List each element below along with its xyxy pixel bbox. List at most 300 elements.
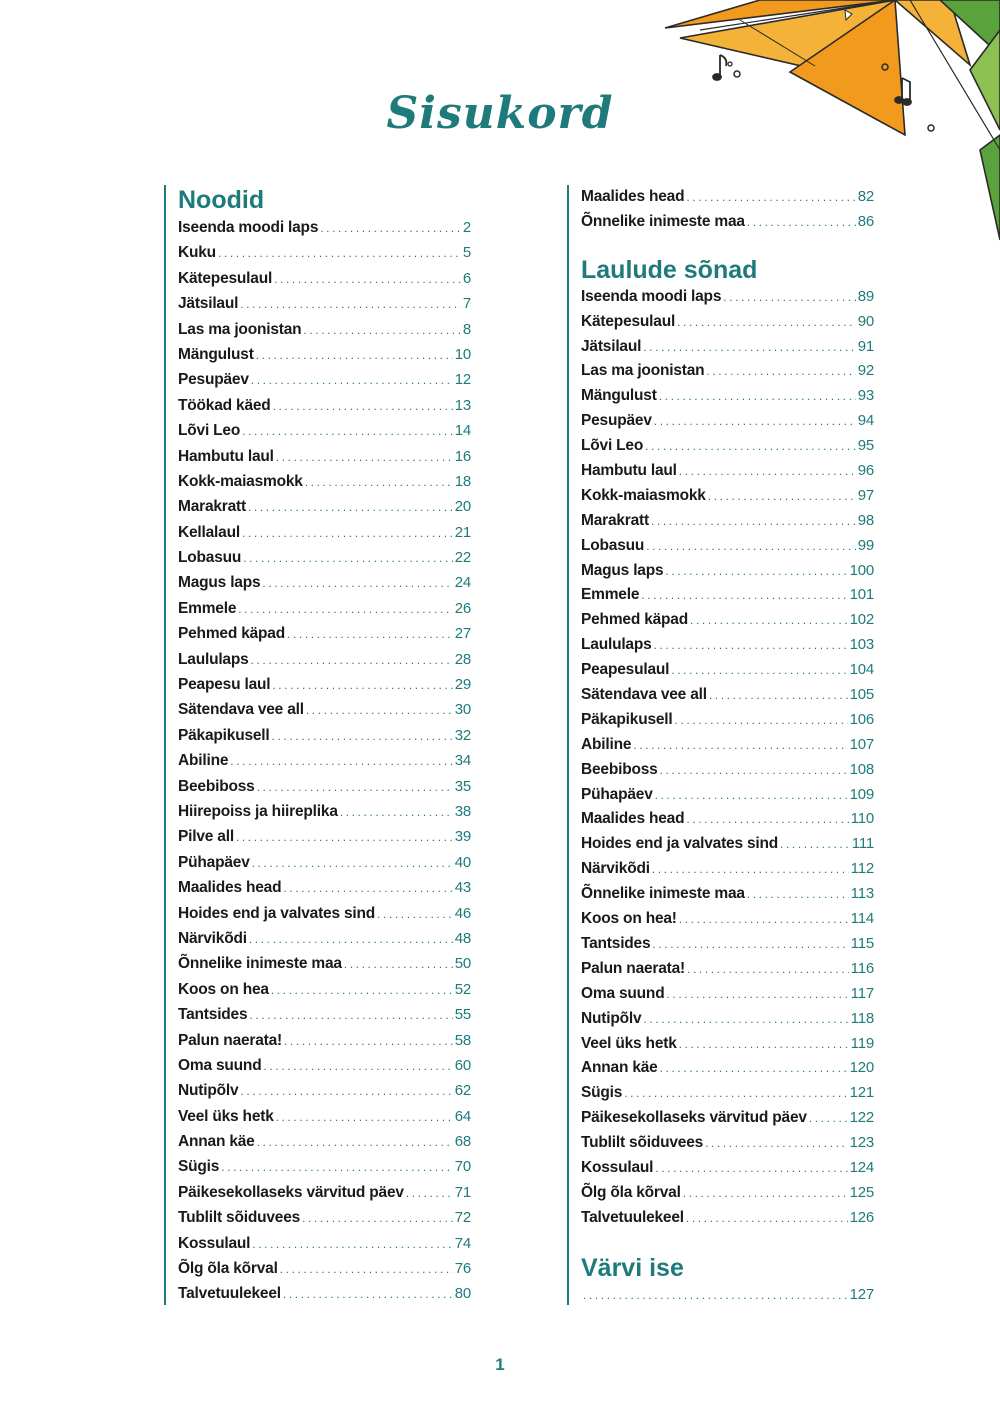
toc-dot-leader bbox=[272, 673, 452, 698]
toc-entry-title: Nutipõlv bbox=[178, 1082, 239, 1100]
toc-entry[interactable] bbox=[581, 832, 874, 857]
toc-entry[interactable] bbox=[178, 342, 471, 367]
toc-entry[interactable] bbox=[178, 875, 471, 900]
toc-dot-leader bbox=[679, 459, 856, 484]
toc-entry[interactable] bbox=[178, 545, 471, 570]
toc-dot-leader bbox=[705, 1131, 848, 1156]
toc-entry-page-number: 105 bbox=[849, 686, 874, 704]
toc-dot-leader bbox=[747, 210, 856, 235]
toc-dot-leader bbox=[249, 927, 453, 952]
toc-entry[interactable] bbox=[178, 1154, 471, 1179]
toc-dot-leader bbox=[240, 292, 461, 317]
toc-entry-title: Marakratt bbox=[178, 498, 246, 516]
toc-entry-page-number: 34 bbox=[454, 752, 471, 770]
toc-entry-page-number: 122 bbox=[849, 1109, 874, 1127]
toc-list-noodid-continued bbox=[581, 185, 874, 235]
toc-entry[interactable] bbox=[581, 932, 874, 957]
toc-entry-title: Tantsides bbox=[581, 934, 651, 952]
toc-entry[interactable] bbox=[178, 697, 471, 722]
toc-dot-leader bbox=[686, 185, 855, 210]
toc-dot-leader bbox=[709, 683, 848, 708]
toc-entry[interactable] bbox=[581, 982, 874, 1007]
toc-entry-title: Õnnelike inimeste maa bbox=[581, 885, 745, 903]
toc-dot-leader bbox=[230, 749, 452, 774]
toc-entry[interactable] bbox=[178, 647, 471, 672]
toc-entry[interactable] bbox=[581, 534, 874, 559]
toc-entry[interactable] bbox=[581, 658, 874, 683]
toc-entry-page-number: 72 bbox=[454, 1209, 471, 1227]
toc-entry-page-number: 28 bbox=[454, 650, 471, 668]
toc-entry-title: Veel üks hetk bbox=[581, 1034, 677, 1052]
toc-entry[interactable] bbox=[581, 758, 874, 783]
toc-dot-leader bbox=[690, 608, 848, 633]
toc-entry-title: Annan käe bbox=[178, 1133, 255, 1151]
toc-entry[interactable] bbox=[178, 1053, 471, 1078]
toc-entry-title: Maalides head bbox=[581, 188, 685, 205]
toc-entry-title: Mängulust bbox=[178, 345, 254, 363]
toc-entry[interactable] bbox=[581, 1131, 874, 1156]
toc-entry-title: Abiline bbox=[581, 735, 632, 753]
toc-entry[interactable] bbox=[178, 1002, 471, 1027]
toc-entry[interactable] bbox=[178, 469, 471, 494]
toc-dot-leader bbox=[280, 1257, 453, 1282]
toc-entry-title: Pühapäev bbox=[178, 853, 250, 871]
toc-entry-page-number: 22 bbox=[454, 549, 471, 567]
toc-dot-leader bbox=[651, 509, 856, 534]
section-title-noodid: Noodid bbox=[178, 186, 265, 214]
toc-entry-page-number: 112 bbox=[850, 860, 874, 878]
toc-entry-title: Palun naerata! bbox=[581, 959, 686, 977]
toc-entry[interactable] bbox=[581, 1081, 874, 1106]
toc-dot-leader bbox=[671, 658, 847, 683]
toc-entry[interactable] bbox=[178, 266, 471, 291]
toc-entry-page-number: 126 bbox=[849, 1208, 874, 1226]
toc-entry-title: Magus laps bbox=[581, 561, 664, 579]
toc-entry[interactable] bbox=[178, 1256, 471, 1281]
toc-dot-leader bbox=[660, 1056, 848, 1081]
toc-entry-page-number: 16 bbox=[454, 447, 471, 465]
toc-entry-page-number: 21 bbox=[454, 523, 471, 541]
toc-dot-leader bbox=[272, 724, 453, 749]
toc-entry-page-number: 93 bbox=[857, 387, 874, 405]
toc-dot-leader bbox=[646, 534, 856, 559]
toc-entry-title: Nutipõlv bbox=[581, 1009, 642, 1027]
toc-dot-leader bbox=[677, 310, 856, 335]
toc-entry[interactable] bbox=[581, 459, 874, 484]
toc-entry[interactable] bbox=[178, 977, 471, 1002]
toc-entry[interactable] bbox=[178, 901, 471, 926]
toc-entry-title: Maalides head bbox=[178, 879, 282, 897]
toc-dot-leader bbox=[675, 708, 848, 733]
page-title: Sisukord bbox=[386, 88, 614, 139]
toc-entry-title: Kuku bbox=[178, 244, 216, 262]
toc-entry[interactable] bbox=[178, 596, 471, 621]
toc-entry[interactable] bbox=[581, 907, 874, 932]
toc-entry-page-number: 118 bbox=[850, 1009, 874, 1027]
toc-entry-page-number: 90 bbox=[857, 312, 874, 330]
toc-entry-page-number: 100 bbox=[849, 561, 874, 579]
toc-entry[interactable] bbox=[178, 240, 471, 265]
toc-entry[interactable] bbox=[178, 1078, 471, 1103]
toc-dot-leader bbox=[679, 1032, 849, 1057]
toc-entry-title: Kossulaul bbox=[581, 1158, 654, 1176]
toc-list-noodid bbox=[178, 215, 471, 1307]
toc-entry[interactable] bbox=[581, 1007, 874, 1032]
toc-dot-leader bbox=[271, 978, 453, 1003]
toc-dot-leader bbox=[679, 907, 849, 932]
toc-entry[interactable] bbox=[178, 317, 471, 342]
toc-entry-page-number: 10 bbox=[454, 345, 471, 363]
toc-entry-page-number: 91 bbox=[857, 337, 874, 355]
toc-entry-title: Pesupäev bbox=[581, 412, 652, 430]
toc-entry-page-number: 68 bbox=[454, 1133, 471, 1151]
toc-entry[interactable] bbox=[581, 1032, 874, 1057]
toc-entry-title: Kätepesulaul bbox=[581, 312, 676, 330]
toc-dot-leader bbox=[654, 633, 848, 658]
toc-entry-page-number: 119 bbox=[850, 1034, 874, 1052]
toc-entry[interactable] bbox=[178, 1231, 471, 1256]
toc-dot-leader bbox=[273, 394, 453, 419]
toc-dot-leader bbox=[809, 1106, 848, 1131]
toc-entry-title: Lobasuu bbox=[581, 536, 645, 554]
toc-entry-page-number: 6 bbox=[462, 269, 471, 287]
toc-entry-page-number: 43 bbox=[454, 879, 471, 897]
toc-entry-title: Lõvi Leo bbox=[581, 437, 644, 455]
toc-entry[interactable] bbox=[178, 824, 471, 849]
toc-entry-page-number: 58 bbox=[454, 1031, 471, 1049]
toc-entry[interactable] bbox=[178, 926, 471, 951]
toc-entry-title: Sätendava vee all bbox=[178, 701, 304, 719]
toc-entry-title: Sügis bbox=[581, 1084, 623, 1102]
toc-entry-page-number: 29 bbox=[454, 676, 471, 694]
toc-dot-leader bbox=[305, 470, 453, 495]
toc-entry-title: Marakratt bbox=[581, 511, 649, 529]
toc-entry-title: Palun naerata! bbox=[178, 1031, 283, 1049]
toc-entry[interactable] bbox=[581, 583, 874, 608]
toc-dot-leader bbox=[645, 434, 856, 459]
toc-entry[interactable] bbox=[581, 1056, 874, 1081]
toc-entry[interactable] bbox=[581, 882, 874, 907]
toc-entry[interactable] bbox=[581, 210, 874, 235]
toc-entry-title: Sügis bbox=[178, 1158, 220, 1176]
toc-entry-page-number: 64 bbox=[454, 1107, 471, 1125]
toc-entry-title: Las ma joonistan bbox=[178, 320, 302, 338]
toc-dot-leader bbox=[641, 583, 847, 608]
toc-entry-title: Abiline bbox=[178, 752, 229, 770]
toc-entry-page-number: 110 bbox=[850, 810, 874, 828]
toc-entry-title: Sätendava vee all bbox=[581, 686, 707, 704]
toc-entry[interactable] bbox=[581, 559, 874, 584]
toc-entry[interactable] bbox=[178, 494, 471, 519]
toc-entry-title: Iseenda moodi laps bbox=[178, 219, 319, 236]
toc-dot-leader bbox=[284, 1029, 453, 1054]
toc-entry[interactable] bbox=[178, 393, 471, 418]
toc-dot-leader bbox=[257, 775, 453, 800]
toc-entry[interactable] bbox=[178, 951, 471, 976]
toc-entry[interactable] bbox=[581, 359, 874, 384]
toc-entry-title: Jätsilaul bbox=[581, 337, 642, 355]
toc-entry[interactable] bbox=[581, 509, 874, 534]
toc-entry-title: Päkapikusell bbox=[178, 726, 270, 744]
toc-entry-page-number: 103 bbox=[849, 636, 874, 654]
toc-entry[interactable] bbox=[178, 672, 471, 697]
toc-dot-leader bbox=[706, 359, 855, 384]
toc-entry[interactable] bbox=[178, 291, 471, 316]
toc-entry-title: Kokk-maiasmokk bbox=[581, 486, 706, 504]
toc-dot-leader bbox=[252, 851, 453, 876]
toc-dot-leader bbox=[242, 521, 453, 546]
toc-entry-title: Jätsilaul bbox=[178, 295, 239, 313]
toc-entry-page-number: 70 bbox=[454, 1158, 471, 1176]
toc-dot-leader bbox=[283, 876, 452, 901]
toc-entry-page-number: 12 bbox=[454, 371, 471, 389]
toc-entry-title: Kokk-maiasmokk bbox=[178, 472, 303, 490]
toc-dot-leader bbox=[624, 1081, 847, 1106]
toc-entry[interactable] bbox=[581, 633, 874, 658]
toc-entry[interactable] bbox=[178, 418, 471, 443]
toc-entry-page-number: 125 bbox=[849, 1183, 874, 1201]
toc-entry[interactable] bbox=[178, 215, 471, 240]
toc-entry[interactable] bbox=[178, 1104, 471, 1129]
toc-entry-title: Lõvi Leo bbox=[178, 422, 241, 440]
toc-entry-page-number: 32 bbox=[454, 726, 471, 744]
toc-dot-leader bbox=[687, 957, 849, 982]
toc-entry[interactable] bbox=[581, 434, 874, 459]
toc-dot-leader bbox=[257, 1130, 453, 1155]
toc-entry-title: Veel üks hetk bbox=[178, 1107, 274, 1125]
toc-entry-title: Oma suund bbox=[178, 1056, 262, 1074]
toc-entry[interactable] bbox=[178, 774, 471, 799]
toc-entry[interactable] bbox=[581, 1181, 874, 1206]
toc-entry-page-number: 30 bbox=[454, 701, 471, 719]
toc-dot-leader bbox=[666, 982, 848, 1007]
toc-entry-page-number: 109 bbox=[849, 785, 874, 803]
toc-dot-leader bbox=[652, 932, 848, 957]
toc-entry[interactable] bbox=[178, 367, 471, 392]
toc-entry-page-number: 111 bbox=[851, 835, 874, 853]
toc-entry-title: Töökad käed bbox=[178, 396, 271, 414]
toc-entry-title: Annan käe bbox=[581, 1059, 658, 1077]
toc-dot-leader bbox=[303, 318, 460, 343]
toc-entry[interactable] bbox=[581, 185, 874, 210]
toc-dot-leader bbox=[643, 1007, 848, 1032]
toc-entry[interactable] bbox=[581, 807, 874, 832]
toc-dot-leader bbox=[659, 384, 856, 409]
toc-entry-title: Iseenda moodi laps bbox=[581, 287, 722, 305]
toc-entry[interactable] bbox=[178, 621, 471, 646]
toc-dot-leader bbox=[238, 597, 452, 622]
toc-dot-leader bbox=[252, 1232, 452, 1257]
toc-entry-page-number: 98 bbox=[857, 511, 874, 529]
toc-entry-page-number: 52 bbox=[454, 980, 471, 998]
toc-list-laulude-sonad bbox=[581, 285, 874, 1231]
toc-dot-leader bbox=[274, 267, 461, 292]
toc-dot-leader bbox=[221, 1155, 453, 1180]
toc-entry[interactable] bbox=[581, 708, 874, 733]
toc-entry-page-number: 106 bbox=[849, 710, 874, 728]
toc-entry[interactable] bbox=[178, 1205, 471, 1230]
toc-dot-leader bbox=[660, 758, 848, 783]
toc-entry-page-number: 96 bbox=[857, 462, 874, 480]
toc-entry[interactable] bbox=[581, 957, 874, 982]
toc-entry-title: Tublilt sõiduvees bbox=[581, 1134, 704, 1152]
toc-entry[interactable] bbox=[178, 748, 471, 773]
toc-entry[interactable] bbox=[178, 1129, 471, 1154]
toc-entry-page-number: 24 bbox=[454, 574, 471, 592]
toc-entry[interactable] bbox=[178, 444, 471, 469]
toc-entry[interactable] bbox=[178, 1281, 471, 1306]
toc-entry-page-number: 39 bbox=[454, 828, 471, 846]
toc-entry-title: Pesupäev bbox=[178, 371, 249, 389]
toc-entry-page-number: 104 bbox=[849, 661, 874, 679]
toc-entry[interactable] bbox=[178, 1180, 471, 1205]
page-number: 1 bbox=[495, 1355, 505, 1374]
toc-dot-leader bbox=[240, 1079, 452, 1104]
toc-entry-title: Las ma joonistan bbox=[581, 362, 705, 380]
toc-entry-title: Õlg õla kõrval bbox=[581, 1183, 681, 1201]
toc-entry-title: Tublilt sõiduvees bbox=[178, 1209, 301, 1227]
toc-entry-title: Koos on hea! bbox=[581, 910, 677, 928]
toc-entry[interactable] bbox=[581, 733, 874, 758]
toc-entry-page-number: 62 bbox=[454, 1082, 471, 1100]
toc-entry-page-number: 121 bbox=[849, 1084, 874, 1102]
toc-entry-page-number: 74 bbox=[454, 1234, 471, 1252]
toc-entry-title: Päkapikusell bbox=[581, 710, 673, 728]
toc-entry[interactable] bbox=[581, 1106, 874, 1131]
toc-entry-page-number: 92 bbox=[857, 362, 874, 380]
toc-dot-leader bbox=[306, 698, 453, 723]
toc-entry-title: Pilve all bbox=[178, 828, 234, 846]
toc-entry-page-number: 14 bbox=[454, 422, 471, 440]
toc-dot-leader bbox=[263, 1054, 452, 1079]
toc-entry-title: Laululaps bbox=[178, 650, 249, 668]
toc-entry[interactable] bbox=[581, 1206, 874, 1231]
toc-entry-page-number: 27 bbox=[454, 625, 471, 643]
toc-dot-leader bbox=[655, 1156, 847, 1181]
toc-entry[interactable] bbox=[178, 723, 471, 748]
toc-entry-title: Magus laps bbox=[178, 574, 261, 592]
toc-entry[interactable] bbox=[581, 484, 874, 509]
toc-entry-page-number: 71 bbox=[454, 1183, 471, 1201]
toc-entry-page-number: 8 bbox=[462, 320, 471, 338]
toc-entry[interactable] bbox=[178, 850, 471, 875]
toc-entry-page-number: 120 bbox=[849, 1059, 874, 1077]
toc-dot-leader bbox=[236, 825, 453, 850]
toc-dot-leader bbox=[377, 902, 453, 927]
toc-dot-leader bbox=[242, 419, 453, 444]
toc-entry[interactable] bbox=[178, 520, 471, 545]
toc-entry-title: Hoides end ja valvates sind bbox=[581, 835, 779, 853]
toc-dot-leader bbox=[665, 559, 847, 584]
toc-entry-page-number: 13 bbox=[454, 396, 471, 414]
toc-entry-page-number: 115 bbox=[850, 934, 874, 952]
toc-dot-leader bbox=[683, 1181, 848, 1206]
toc-entry-page-number: 89 bbox=[857, 287, 874, 305]
toc-dot-leader bbox=[302, 1206, 453, 1231]
toc-entry-title: Päikesekollaseks värvitud päev bbox=[178, 1183, 404, 1201]
toc-entry-title: Õnnelike inimeste maa bbox=[581, 212, 745, 230]
toc-entry-page-number: 35 bbox=[454, 777, 471, 795]
toc-entry[interactable] bbox=[581, 335, 874, 360]
toc-entry-title: Hambutu laul bbox=[581, 462, 677, 480]
toc-entry-page-number: 5 bbox=[462, 244, 471, 262]
toc-entry[interactable] bbox=[178, 799, 471, 824]
section-title-laulude-sonad: Laulude sõnad bbox=[581, 255, 758, 284]
toc-entry-page-number: 102 bbox=[849, 611, 874, 629]
toc-entry-title: Pühapäev bbox=[581, 785, 653, 803]
toc-entry[interactable] bbox=[581, 310, 874, 335]
toc-entry-page-number: 80 bbox=[454, 1285, 471, 1303]
toc-entry-page-number: 26 bbox=[454, 599, 471, 617]
toc-dot-leader bbox=[344, 952, 453, 977]
toc-entry-title: Kätepesulaul bbox=[178, 269, 273, 287]
toc-entry[interactable] bbox=[581, 1156, 874, 1181]
toc-dot-leader bbox=[780, 832, 850, 857]
toc-entry-page-number: 82 bbox=[857, 188, 874, 205]
toc-dot-leader bbox=[276, 445, 453, 470]
toc-column-right bbox=[567, 185, 874, 1305]
toc-entry-page-number: 60 bbox=[454, 1056, 471, 1074]
toc-dot-leader bbox=[686, 1206, 848, 1231]
toc-entry-title: Hambutu laul bbox=[178, 447, 274, 465]
toc-list-varvi-ise bbox=[581, 1283, 874, 1308]
toc-entry-page-number: 7 bbox=[462, 295, 471, 313]
toc-entry-title: Talvetuulekeel bbox=[178, 1285, 281, 1303]
toc-dot-leader bbox=[251, 368, 453, 393]
toc-entry-page-number: 46 bbox=[454, 904, 471, 922]
toc-entry[interactable] bbox=[581, 608, 874, 633]
toc-entry-page-number: 18 bbox=[454, 472, 471, 490]
toc-entry[interactable] bbox=[581, 683, 874, 708]
toc-entry-title: Kossulaul bbox=[178, 1234, 251, 1252]
toc-entry[interactable] bbox=[581, 384, 874, 409]
toc-dot-leader bbox=[708, 484, 856, 509]
toc-dot-leader bbox=[320, 216, 461, 241]
toc-entry[interactable] bbox=[178, 570, 471, 595]
toc-entry[interactable] bbox=[581, 285, 874, 310]
toc-entry-title: Pehmed käpad bbox=[581, 611, 689, 629]
toc-entry-page-number: 113 bbox=[850, 885, 874, 903]
toc-entry-page-number: 101 bbox=[849, 586, 874, 604]
toc-entry-title: Hiirepoiss ja hiireplika bbox=[178, 802, 338, 820]
toc-entry-page-number: 95 bbox=[857, 437, 874, 455]
toc-entry-page-number: 108 bbox=[849, 760, 874, 778]
toc-dot-leader bbox=[248, 495, 453, 520]
toc-entry[interactable] bbox=[581, 409, 874, 434]
toc-entry[interactable] bbox=[178, 1028, 471, 1053]
toc-entry-title: Hoides end ja valvates sind bbox=[178, 904, 376, 922]
toc-dot-leader bbox=[583, 1283, 848, 1308]
toc-entry-title: Beebiboss bbox=[178, 777, 255, 795]
toc-entry-page-number: 94 bbox=[857, 412, 874, 430]
toc-dot-leader bbox=[723, 285, 855, 310]
toc-entry-title: Emmele bbox=[178, 599, 237, 617]
toc-entry[interactable] bbox=[581, 857, 874, 882]
toc-entry-title: Õlg õla kõrval bbox=[178, 1260, 278, 1278]
toc-entry-page-number: 124 bbox=[849, 1158, 874, 1176]
toc-entry[interactable] bbox=[581, 1283, 874, 1308]
toc-dot-leader bbox=[652, 857, 849, 882]
toc-dot-leader bbox=[251, 648, 453, 673]
toc-entry-title: Õnnelike inimeste maa bbox=[178, 955, 342, 973]
toc-entry-page-number: 20 bbox=[454, 498, 471, 516]
toc-entry[interactable] bbox=[581, 783, 874, 808]
toc-entry-title: Mängulust bbox=[581, 387, 657, 405]
section-title-varvi-ise: Värvi ise bbox=[581, 1253, 684, 1282]
toc-dot-leader bbox=[747, 882, 849, 907]
toc-dot-leader bbox=[283, 1282, 453, 1307]
toc-dot-leader bbox=[686, 807, 848, 832]
